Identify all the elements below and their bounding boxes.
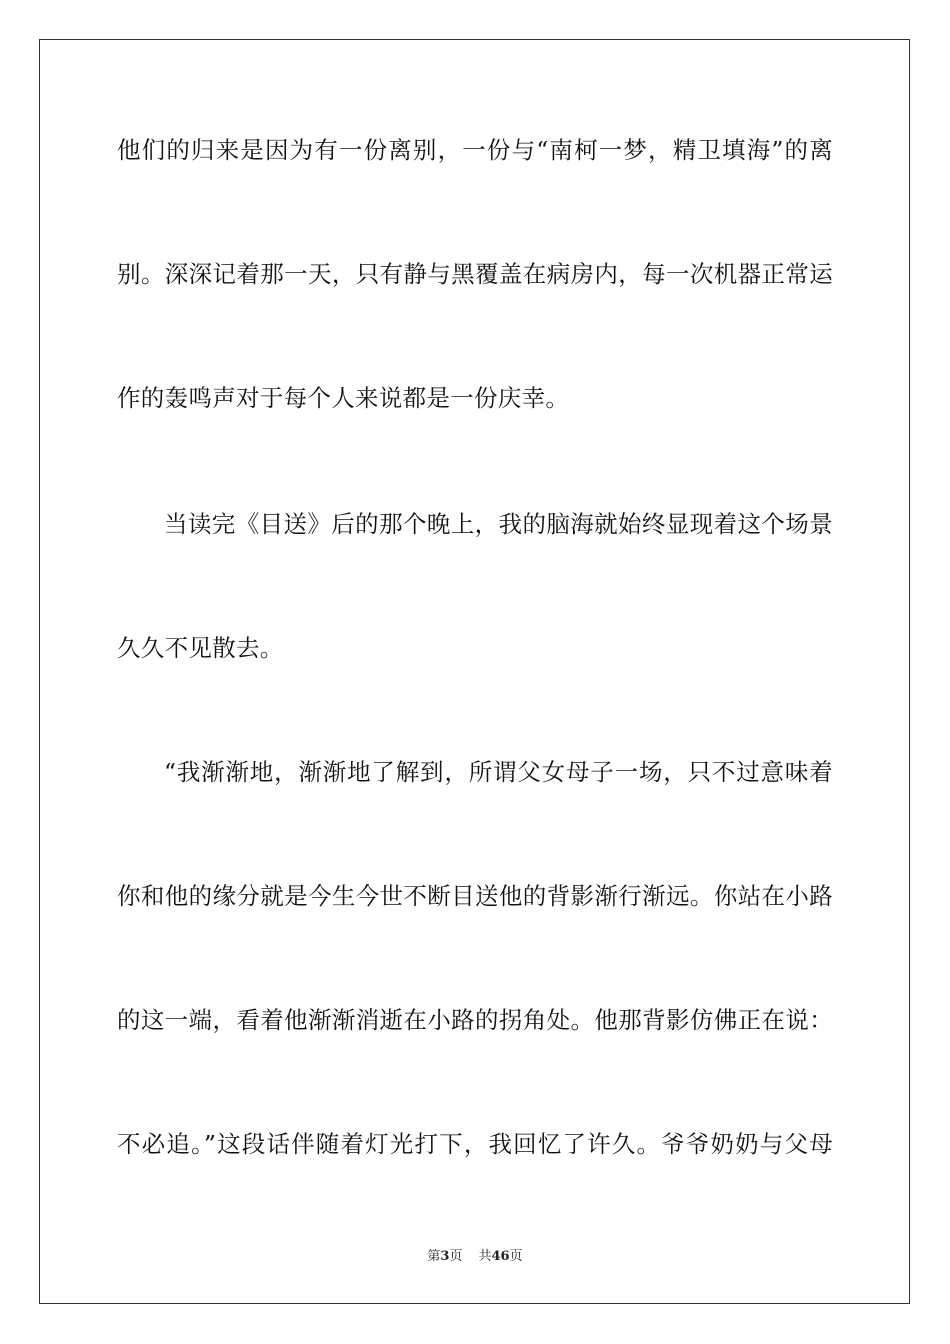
paragraph-1-line-1: 他们的归来是因为有一份离别，一份与“南柯一梦，精卫填海”的离 [117,136,833,164]
page-border [39,39,910,1304]
paragraph-3-line-4: 不必追。”这段话伴随着灯光打下，我回忆了许久。爷爷奶奶与父母 [117,1130,833,1158]
paragraph-3-line-3: 的这一端，看着他渐渐消逝在小路的拐角处。他那背影仿佛正在说： [117,1006,833,1034]
total-suffix: 页 [509,1249,523,1264]
total-pages: 46 [491,1249,510,1264]
paragraph-1-line-2: 别。深深记着那一天，只有静与黑覆盖在病房内，每一次机器正常运 [117,260,833,288]
paragraph-2-line-1: 当读完《目送》后的那个晚上，我的脑海就始终显现着这个场景 [164,510,833,538]
total-prefix: 共 [478,1249,492,1264]
paragraph-3-line-1: “我渐渐地，渐渐地了解到，所谓父女母子一场，只不过意味着 [164,758,833,786]
page-number: 3 [440,1249,450,1264]
paragraph-1-line-3: 作的轰鸣声对于每个人来说都是一份庆幸。 [117,384,570,412]
paragraph-3-line-2: 你和他的缘分就是今生今世不断目送他的背影渐行渐远。你站在小路 [117,882,833,910]
page-footer [0,1248,950,1266]
page-prefix: 第 [427,1249,441,1264]
paragraph-2-line-2: 久久不见散去。 [117,634,284,662]
page-suffix: 页 [449,1249,463,1264]
